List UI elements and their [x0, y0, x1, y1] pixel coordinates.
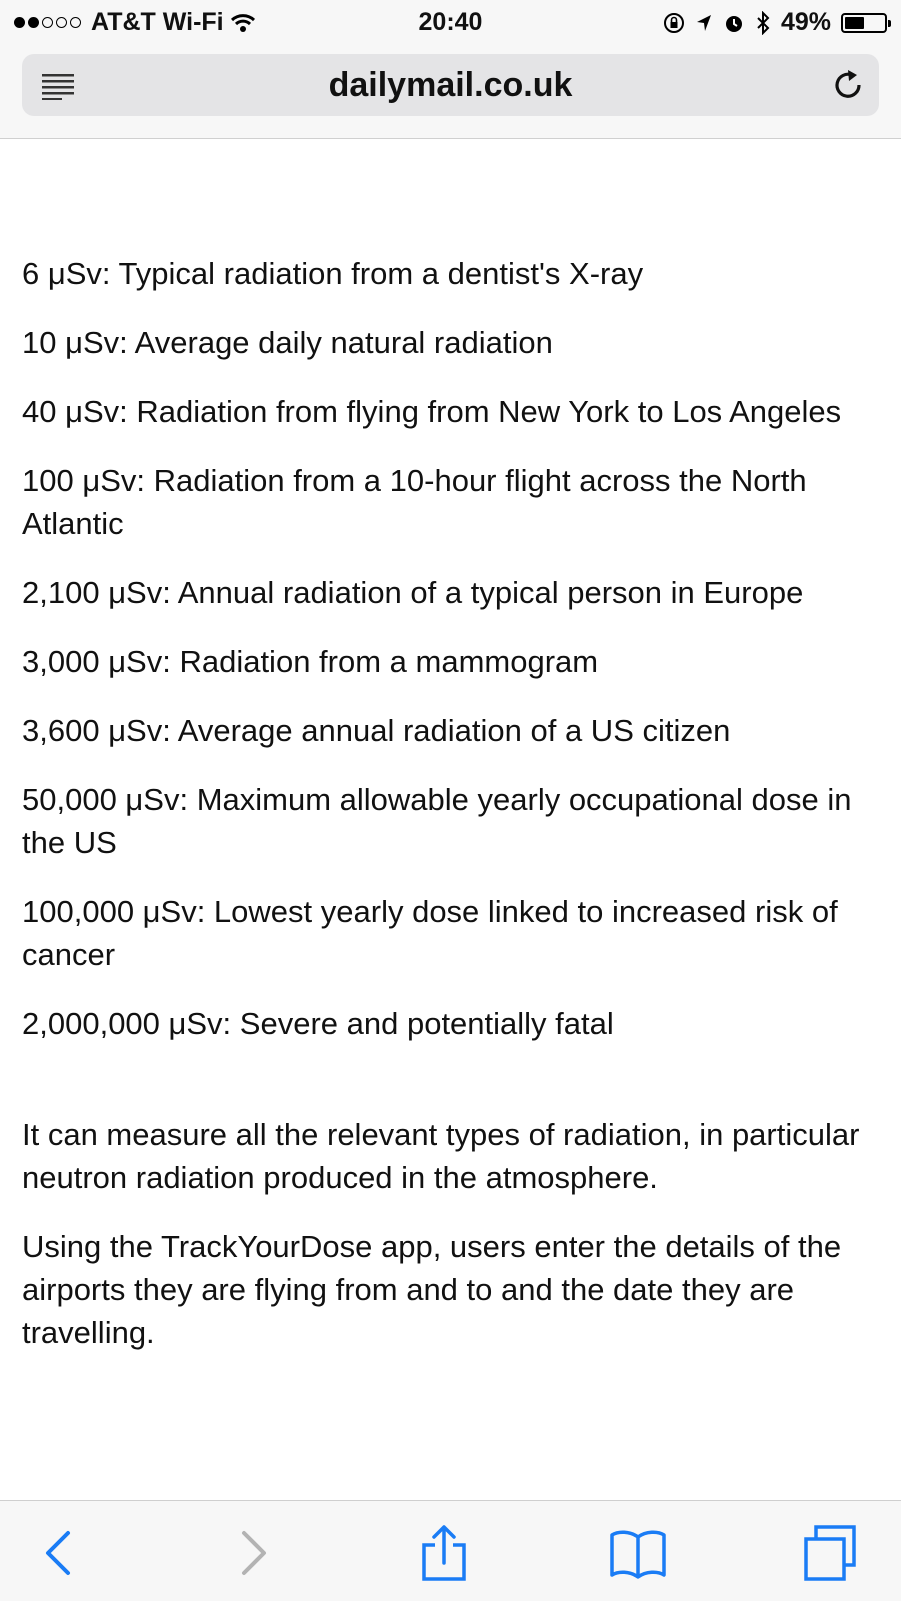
- location-arrow-icon: [695, 13, 713, 33]
- reload-icon[interactable]: [831, 68, 865, 102]
- browser-nav-area: [0, 44, 901, 139]
- back-icon[interactable]: [30, 1523, 90, 1583]
- battery-percent: 49%: [780, 8, 831, 36]
- status-right: [663, 8, 887, 37]
- dose-item: 50,000 μSv: Maximum allowable yearly occupational dose in the US: [22, 782, 852, 860]
- bluetooth-icon: [755, 11, 771, 35]
- dose-item: 100,000 μSv: Lowest yearly dose linked to increased risk of cancer: [22, 894, 838, 972]
- article-paragraph: It can measure all the relevant types of radiation, in particular neutron radiation produced in the atmosphere.: [22, 1117, 860, 1195]
- forward-icon[interactable]: [222, 1523, 282, 1583]
- dose-item: 3,000 μSv: Radiation from a mammogram: [22, 644, 599, 679]
- article-content: [22, 252, 862, 1380]
- dose-item: 6 μSv: Typical radiation from a dentist's X-ray: [22, 256, 644, 291]
- browser-toolbar: [0, 1500, 901, 1601]
- battery-icon: [841, 13, 887, 33]
- url-text[interactable]: dailymail.co.uk: [328, 66, 573, 104]
- dose-item: 40 μSv: Radiation from flying from New York to Los Angeles: [22, 394, 842, 429]
- alarm-clock-icon: [723, 12, 745, 34]
- dose-item: 2,100 μSv: Annual radiation of a typical person in Europe: [22, 575, 804, 610]
- dose-item: 100 μSv: Radiation from a 10-hour flight across the North Atlantic: [22, 463, 807, 541]
- share-icon[interactable]: [414, 1523, 474, 1583]
- bookmarks-icon[interactable]: [608, 1523, 668, 1583]
- dose-item: 10 μSv: Average daily natural radiation: [22, 325, 553, 360]
- carrier-label: AT&T Wi-Fi: [91, 8, 224, 36]
- battery-level-fill: [845, 17, 864, 29]
- dose-item: 3,600 μSv: Average annual radiation of a US citizen: [22, 713, 731, 748]
- status-bar: [0, 0, 901, 44]
- tabs-icon[interactable]: [800, 1523, 860, 1583]
- article-paragraph: Using the TrackYourDose app, users enter the details of the airports they are flying from and to and the date they are travelling.: [22, 1229, 842, 1350]
- dose-item: 2,000,000 μSv: Severe and potentially fatal: [22, 1006, 614, 1041]
- status-time: 20:40: [418, 8, 483, 36]
- rotation-lock-icon: [663, 12, 685, 34]
- address-bar[interactable]: [22, 54, 879, 116]
